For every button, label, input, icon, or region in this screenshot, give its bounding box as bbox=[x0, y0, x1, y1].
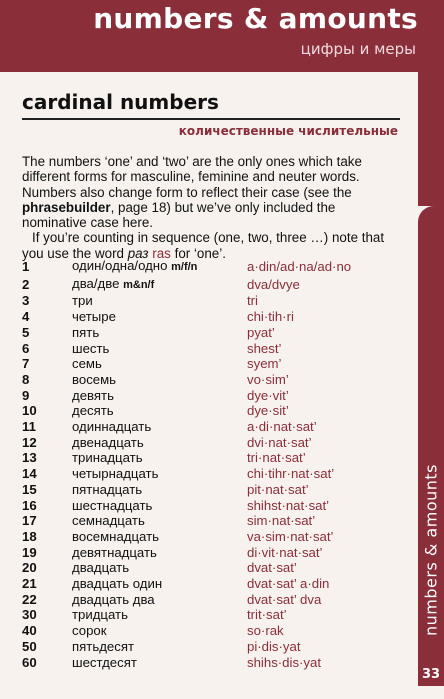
numeral: 60 bbox=[22, 654, 37, 670]
transliteration: syem’ bbox=[247, 356, 282, 372]
transliteration: dvat·sat’ a·din bbox=[247, 576, 330, 592]
russian-word: четыре bbox=[72, 309, 116, 325]
russian-word-cell bbox=[72, 388, 247, 404]
intro-p1-text-end: , page 18) but we’ve only included the nominative case here. bbox=[22, 199, 336, 231]
russian-word-cell bbox=[72, 545, 247, 561]
russian-word-cell bbox=[72, 498, 247, 514]
russian-word-cell bbox=[72, 607, 247, 623]
number-row bbox=[22, 293, 351, 309]
numeral: 6 bbox=[22, 340, 30, 356]
russian-word: девятнадцать bbox=[72, 544, 157, 560]
russian-word-cell bbox=[72, 513, 247, 529]
russian-word: семь bbox=[72, 356, 102, 372]
numeral: 14 bbox=[22, 466, 37, 482]
russian-word-cell bbox=[72, 341, 247, 357]
russian-word-cell bbox=[72, 372, 247, 388]
russian-word: двадцать два bbox=[72, 591, 155, 607]
side-strip bbox=[418, 72, 444, 206]
transliteration: dva/dvye bbox=[247, 276, 300, 292]
russian-word: девять bbox=[72, 387, 114, 403]
numeral: 21 bbox=[22, 576, 37, 592]
transliteration: so·rak bbox=[247, 623, 284, 639]
number-row bbox=[22, 513, 351, 529]
numeral: 10 bbox=[22, 403, 37, 419]
number-row bbox=[22, 498, 351, 514]
russian-word: семнадцать bbox=[72, 513, 145, 529]
russian-word-cell bbox=[72, 560, 247, 576]
transliteration: a·di·nat·sat’ bbox=[247, 419, 317, 435]
number-row bbox=[22, 341, 351, 357]
numeral: 4 bbox=[22, 309, 30, 325]
russian-word: пять bbox=[72, 324, 100, 340]
transliteration: di·vit·nat·sat’ bbox=[247, 544, 323, 560]
intro-p2-text: If you’re counting in sequence (one, two, three …) note that you use the word bbox=[22, 230, 385, 261]
numeral: 3 bbox=[22, 293, 30, 309]
number-row bbox=[22, 623, 351, 639]
number-row bbox=[22, 545, 351, 561]
russian-word: тринадцать bbox=[72, 450, 143, 466]
russian-word-cell bbox=[72, 293, 247, 309]
numeral: 5 bbox=[22, 324, 30, 340]
russian-word: три bbox=[72, 293, 93, 309]
chapter-title: numbers & amounts bbox=[93, 2, 418, 35]
russian-word: восемь bbox=[72, 371, 117, 387]
transliteration: pi·dis·yat bbox=[247, 638, 301, 654]
transliteration: dvat·sat’ dva bbox=[247, 591, 322, 607]
transliteration: a·din/ad·na/ad·no bbox=[247, 259, 352, 274]
intro-p1-text: The numbers ‘one’ and ‘two’ are the only ones which take different forms for masculine, feminine and neuter words. Numbers also change form to reflect their case (see the bbox=[22, 154, 362, 200]
transliteration: tri·nat·sat’ bbox=[247, 450, 306, 466]
transliteration: pyat’ bbox=[247, 324, 275, 340]
transliteration: chi·tih·ri bbox=[247, 309, 294, 325]
numeral: 2 bbox=[22, 276, 30, 292]
number-row bbox=[22, 529, 351, 545]
intro-paragraph-1 bbox=[22, 154, 402, 230]
intro-paragraph-2 bbox=[22, 230, 402, 261]
page-number: 33 bbox=[421, 667, 441, 682]
russian-word-ras: раз bbox=[127, 245, 149, 261]
russian-word-cell bbox=[72, 356, 247, 372]
russian-word-cell bbox=[72, 592, 247, 608]
russian-word-cell bbox=[72, 482, 247, 498]
transliteration: trit·sat’ bbox=[247, 607, 287, 623]
russian-word-cell bbox=[72, 276, 247, 294]
russian-word: десять bbox=[72, 403, 114, 419]
russian-word-cell bbox=[72, 450, 247, 466]
number-row bbox=[22, 450, 351, 466]
numeral: 40 bbox=[22, 623, 37, 639]
russian-word: один/одна/одно bbox=[72, 258, 168, 273]
transliteration: tri bbox=[247, 293, 258, 309]
russian-word: два/две bbox=[72, 275, 120, 291]
number-row bbox=[22, 372, 351, 388]
number-row bbox=[22, 276, 351, 294]
russian-word-cell bbox=[72, 529, 247, 545]
transliteration: shest’ bbox=[247, 340, 282, 356]
numeral: 19 bbox=[22, 544, 37, 560]
number-row bbox=[22, 258, 351, 276]
number-row bbox=[22, 466, 351, 482]
phrasebuilder-reference: phrasebuilder bbox=[22, 199, 111, 215]
russian-word-cell bbox=[72, 309, 247, 325]
russian-word: четырнадцать bbox=[72, 466, 159, 482]
number-row bbox=[22, 388, 351, 404]
numeral: 11 bbox=[22, 419, 36, 435]
russian-word-cell bbox=[72, 655, 247, 671]
number-row bbox=[22, 639, 351, 655]
number-row bbox=[22, 356, 351, 372]
russian-word: двенадцать bbox=[72, 434, 144, 450]
numeral: 8 bbox=[22, 371, 30, 387]
chapter-subtitle: цифры и меры bbox=[300, 40, 416, 58]
numeral: 20 bbox=[22, 560, 37, 576]
russian-word: пятнадцать bbox=[72, 481, 143, 497]
numeral: 50 bbox=[22, 638, 37, 654]
gender-marker: m&n/f bbox=[123, 278, 155, 291]
russian-word-cell bbox=[72, 435, 247, 451]
number-row bbox=[22, 419, 351, 435]
russian-word-cell bbox=[72, 325, 247, 341]
gender-marker: m/f/n bbox=[171, 261, 198, 273]
numeral: 12 bbox=[22, 434, 37, 450]
section-divider bbox=[22, 118, 400, 120]
russian-word: одиннадцать bbox=[72, 419, 152, 435]
intro-text bbox=[22, 154, 402, 261]
numeral: 1 bbox=[22, 259, 30, 274]
transliteration: dvat·sat’ bbox=[247, 560, 297, 576]
transliteration: va·sim·nat·sat’ bbox=[247, 528, 334, 544]
side-tab-label-wrap bbox=[421, 435, 441, 665]
header-banner bbox=[0, 0, 444, 72]
number-row bbox=[22, 325, 351, 341]
russian-word: восемнадцать bbox=[72, 528, 160, 544]
number-row bbox=[22, 592, 351, 608]
side-tab-label: numbers & amounts bbox=[421, 464, 441, 636]
russian-word-cell bbox=[72, 419, 247, 435]
russian-word: шесть bbox=[72, 340, 110, 356]
number-row bbox=[22, 560, 351, 576]
russian-word-cell bbox=[72, 623, 247, 639]
russian-word-cell bbox=[72, 258, 247, 276]
russian-word: двадцать bbox=[72, 560, 130, 576]
russian-word: двадцать один bbox=[72, 576, 163, 592]
numeral: 22 bbox=[22, 591, 37, 607]
russian-word: тридцать bbox=[72, 607, 128, 623]
intro-p2-text-end: for ‘one’. bbox=[170, 245, 226, 261]
russian-word: шестдесят bbox=[72, 654, 137, 670]
number-row bbox=[22, 655, 351, 671]
number-row bbox=[22, 482, 351, 498]
transliteration: shihst·nat·sat’ bbox=[247, 497, 330, 513]
number-row bbox=[22, 607, 351, 623]
numeral: 30 bbox=[22, 607, 37, 623]
number-row bbox=[22, 435, 351, 451]
transliteration: dvi·nat·sat’ bbox=[247, 434, 312, 450]
russian-word: сорок bbox=[72, 623, 107, 639]
russian-word-cell bbox=[72, 576, 247, 592]
russian-word-cell bbox=[72, 403, 247, 419]
numeral: 16 bbox=[22, 497, 37, 513]
numbers-table bbox=[22, 258, 351, 670]
transliteration: pit·nat·sat’ bbox=[247, 481, 309, 497]
transliteration: vo·sim’ bbox=[247, 371, 289, 387]
numeral: 13 bbox=[22, 450, 37, 466]
section-subtitle: количественные числительные bbox=[178, 124, 398, 138]
russian-word: пятьдесят bbox=[72, 638, 134, 654]
transliteration: sim·nat·sat’ bbox=[247, 513, 316, 529]
russian-word-cell bbox=[72, 639, 247, 655]
numeral: 9 bbox=[22, 387, 30, 403]
number-row bbox=[22, 309, 351, 325]
numeral: 15 bbox=[22, 481, 37, 497]
number-row bbox=[22, 576, 351, 592]
numeral: 18 bbox=[22, 528, 37, 544]
translit-ras: ras bbox=[152, 245, 171, 261]
transliteration: shihs·dis·yat bbox=[247, 654, 322, 670]
transliteration: dye·vit’ bbox=[247, 387, 289, 403]
section-title: cardinal numbers bbox=[22, 90, 219, 114]
russian-word: шестнадцать bbox=[72, 497, 153, 513]
transliteration: dye·sit’ bbox=[247, 403, 289, 419]
number-row bbox=[22, 403, 351, 419]
numeral: 17 bbox=[22, 513, 37, 529]
russian-word-cell bbox=[72, 466, 247, 482]
numeral: 7 bbox=[22, 356, 30, 372]
transliteration: chi·tihr·nat·sat’ bbox=[247, 466, 335, 482]
